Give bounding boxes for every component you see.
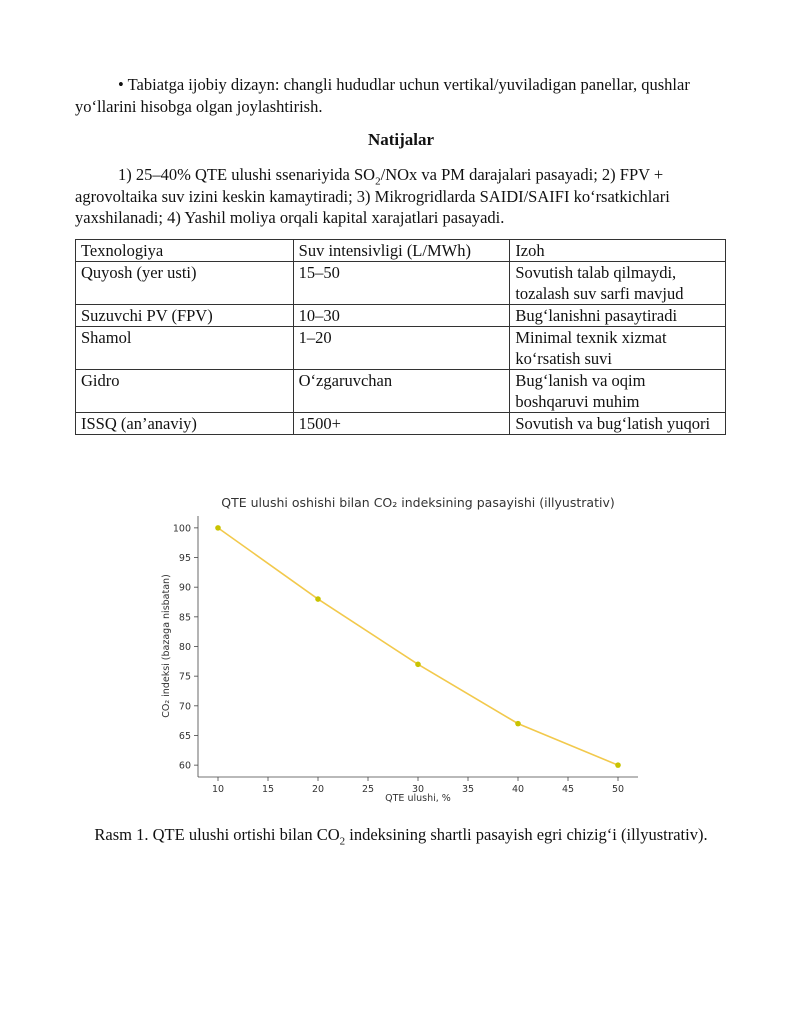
table-cell: 1500+ bbox=[293, 413, 510, 435]
header-note: Izoh bbox=[510, 240, 726, 262]
series-line bbox=[218, 528, 618, 765]
table-cell: Gidro bbox=[76, 370, 294, 413]
data-point bbox=[615, 762, 621, 768]
x-tick-label: 25 bbox=[361, 784, 375, 795]
table-cell: Shamol bbox=[76, 327, 294, 370]
table-row bbox=[76, 413, 726, 435]
caption-text-part2: indeksining shartli pasayish egri chizig‘i (illyustrativ). bbox=[345, 825, 708, 844]
table-cell: Bug‘lanish va oqim boshqaruvi muhim bbox=[510, 370, 726, 413]
y-tick-label: 90 bbox=[178, 582, 191, 594]
table-cell: Bug‘lanishni pasaytiradi bbox=[510, 305, 726, 327]
table-cell: 15–50 bbox=[293, 262, 510, 305]
data-point bbox=[415, 661, 421, 667]
x-tick-label: 40 bbox=[511, 784, 525, 795]
table-row bbox=[76, 305, 726, 327]
header-technology: Texnologiya bbox=[76, 240, 294, 262]
x-tick-label: 10 bbox=[211, 784, 225, 795]
x-axis-label: QTE ulushi, % bbox=[385, 793, 451, 804]
table-cell: Suzuvchi PV (FPV) bbox=[76, 305, 294, 327]
x-tick-label: 45 bbox=[561, 784, 575, 795]
y-tick-label: 85 bbox=[178, 612, 191, 624]
caption-text-part1: Rasm 1. QTE ulushi ortishi bilan CO bbox=[94, 825, 340, 844]
table-cell: Quyosh (yer usti) bbox=[76, 262, 294, 305]
x-tick-label: 20 bbox=[311, 784, 325, 795]
y-tick-label: 70 bbox=[178, 701, 191, 713]
x-tick-label: 50 bbox=[611, 784, 625, 795]
results-subscript: 2 bbox=[375, 175, 381, 188]
table-cell: Sovutish va bug‘latish yuqori bbox=[510, 413, 726, 435]
plot-area bbox=[173, 516, 638, 795]
table-header-row bbox=[76, 240, 726, 262]
co2-index-line-chart bbox=[150, 488, 650, 810]
water-intensity-table bbox=[75, 239, 726, 435]
table-row bbox=[76, 370, 726, 413]
chart-title: QTE ulushi oshishi bilan CO₂ indeksining pasayishi (illyustrativ) bbox=[221, 495, 615, 510]
table-cell: Sovutish talab qilmaydi, tozalash suv sarfi mavjud bbox=[510, 262, 726, 305]
results-text-part1: 1) 25–40% QTE ulushi ssenariyida SO bbox=[118, 165, 376, 184]
table-cell: Minimal texnik xizmat ko‘rsatish suvi bbox=[510, 327, 726, 370]
y-tick-label: 60 bbox=[178, 760, 191, 772]
results-text-part2: /NOx va PM darajalari pasayadi; 2) FPV + agrovoltaika suv izini keskin kamaytiradi; 3) Mikrogridlarda SAIDI/SAIFI ko‘rsatkichlari yaxshilanadi; 4) Yashil moliya orqali kapital xarajatlari pasayadi. bbox=[75, 165, 670, 227]
data-point bbox=[515, 721, 521, 727]
x-tick-label: 35 bbox=[461, 784, 475, 795]
results-paragraph bbox=[75, 164, 727, 229]
table-row bbox=[76, 327, 726, 370]
caption-subscript: 2 bbox=[339, 835, 346, 848]
y-tick-label: 75 bbox=[178, 671, 191, 683]
y-tick-label: 65 bbox=[178, 730, 191, 742]
bullet-paragraph: • Tabiatga ijobiy dizayn: changli hududlar uchun vertikal/yuviladigan panellar, qushlar yo‘llarini hisobga olgan joylashtirish. bbox=[75, 75, 690, 116]
figure-caption bbox=[75, 823, 727, 846]
y-axis-label: CO₂ indeksi (bazaga nisbatan) bbox=[161, 574, 172, 718]
data-point bbox=[315, 596, 321, 602]
table-cell: 10–30 bbox=[293, 305, 510, 327]
x-tick-label: 15 bbox=[261, 784, 275, 795]
x-tick-label: 30 bbox=[411, 784, 425, 795]
table-cell: 1–20 bbox=[293, 327, 510, 370]
table-cell: O‘zgaruvchan bbox=[293, 370, 510, 413]
y-tick-label: 95 bbox=[178, 553, 191, 565]
section-heading: Natijalar bbox=[367, 130, 435, 149]
y-tick-label: 100 bbox=[172, 523, 191, 535]
table-row bbox=[76, 262, 726, 305]
table-cell: ISSQ (an’anaviy) bbox=[76, 413, 294, 435]
y-tick-label: 80 bbox=[178, 642, 191, 653]
header-water-intensity: Suv intensivligi (L/MWh) bbox=[293, 240, 510, 262]
data-point bbox=[215, 525, 221, 531]
